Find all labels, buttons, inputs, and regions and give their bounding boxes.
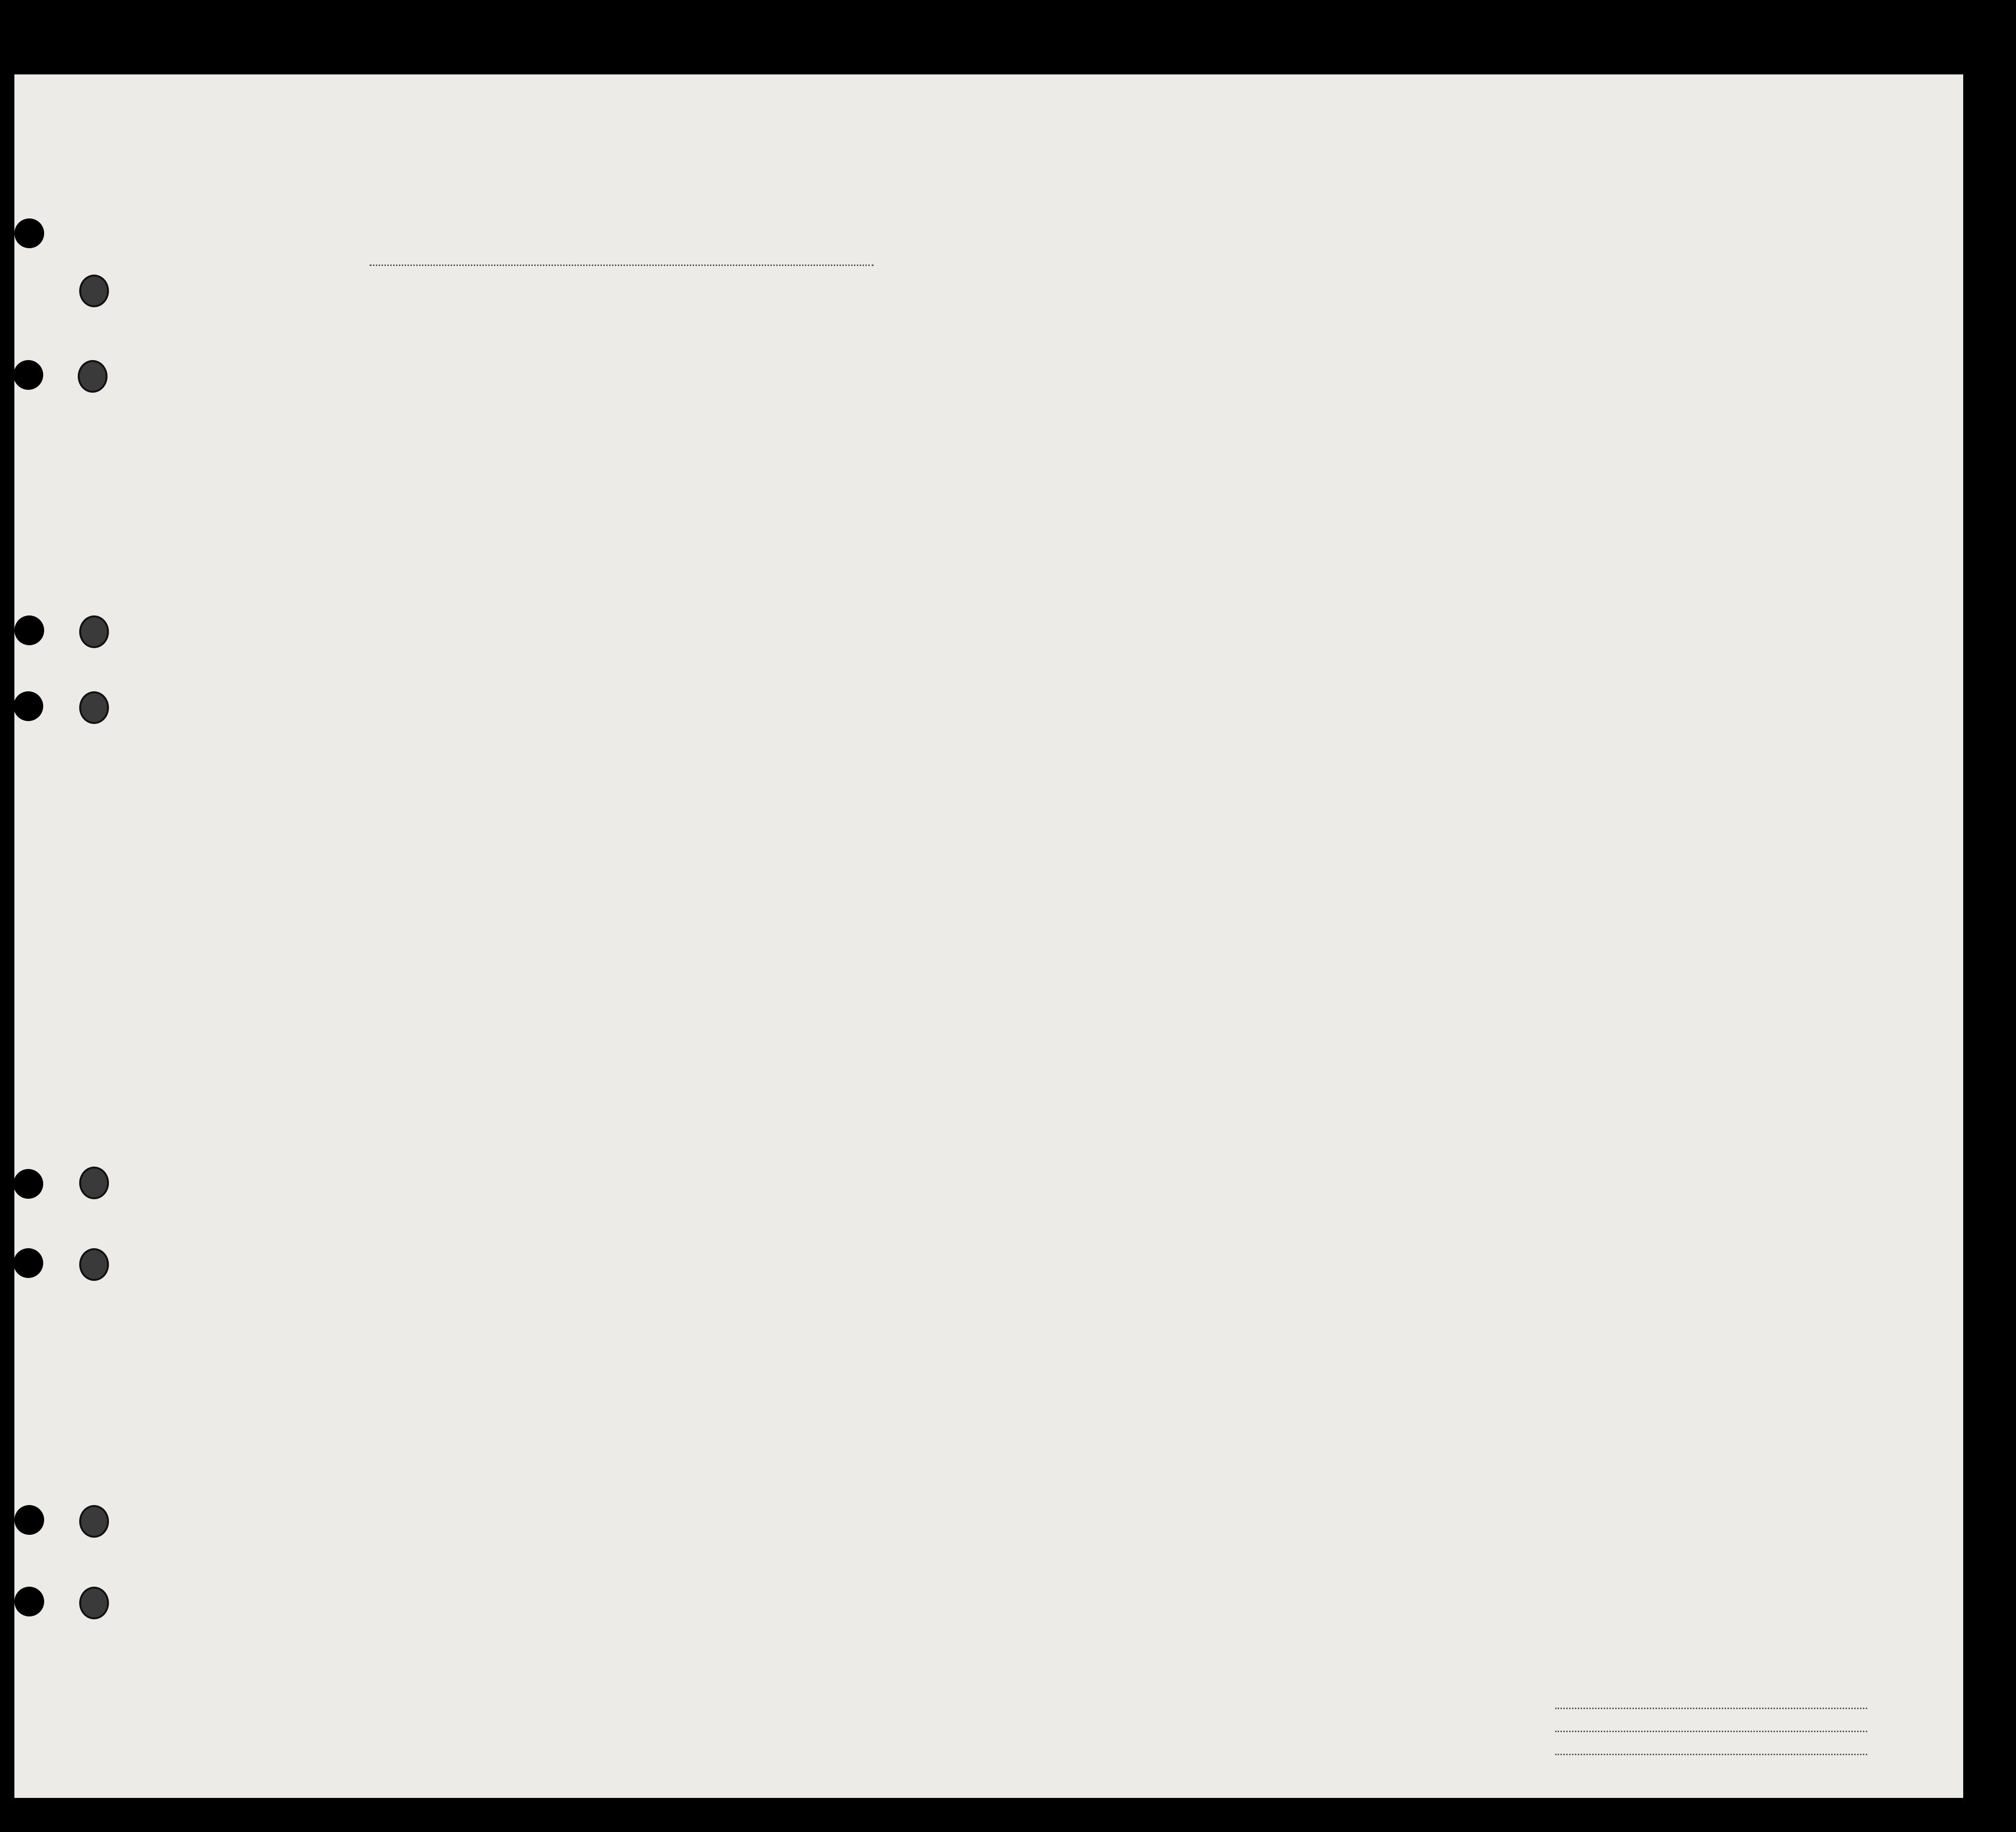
binder-hole <box>13 691 43 721</box>
binder-hole <box>14 218 44 248</box>
binder-hole <box>79 1505 109 1538</box>
line-field <box>1555 1708 1867 1709</box>
manifest-sheet <box>14 74 1963 1798</box>
binder-hole <box>14 1587 44 1616</box>
binder-hole <box>78 360 108 393</box>
binder-hole <box>79 1587 109 1619</box>
binder-hole <box>79 691 109 724</box>
binder-hole <box>79 615 109 648</box>
binder-hole <box>13 1169 43 1199</box>
local-agents-field <box>1555 1754 1867 1755</box>
binder-hole <box>79 1248 109 1281</box>
binder-hole <box>13 1248 43 1278</box>
binder-hole <box>14 1505 44 1535</box>
binder-hole <box>13 360 43 390</box>
owners-field <box>1555 1731 1867 1732</box>
binder-hole <box>79 1167 109 1199</box>
binder-hole <box>14 615 44 645</box>
port-line <box>370 265 874 266</box>
binder-hole <box>79 275 109 307</box>
